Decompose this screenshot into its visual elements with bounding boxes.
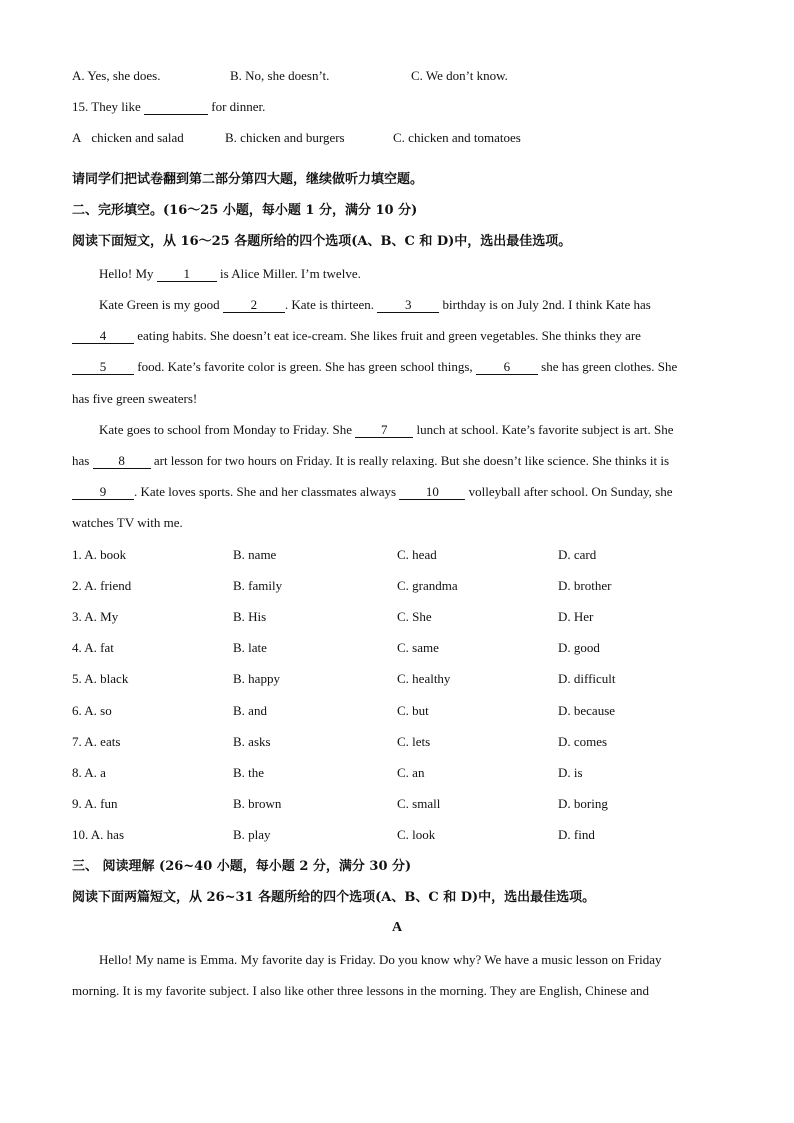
passage-a-label: A bbox=[391, 920, 403, 935]
option-q3-a: 3. A. My bbox=[72, 609, 119, 625]
reading-line-2: morning. It is my favorite subject. I also like other three lessons in the morning. They are English, Chinese and bbox=[72, 983, 650, 998]
q15-option-b: B. chicken and burgers bbox=[225, 130, 345, 145]
passage-line-3: 4 eating habits. She doesn’t eat ice-cream. She likes fruit and green vegetables. She thinks they are bbox=[72, 327, 641, 345]
q14-options bbox=[72, 67, 160, 85]
passage-line-5: has five green sweaters! bbox=[72, 391, 198, 406]
option-q1-b: B. name bbox=[233, 547, 277, 562]
option-q10-d: D. find bbox=[558, 826, 595, 842]
passage-line-1: Hello! My 1 is Alice Miller. I’m twelve. bbox=[99, 266, 361, 281]
option-q4-b: B. late bbox=[233, 640, 267, 656]
passage-line-9: watches TV with me. bbox=[72, 515, 183, 530]
option-q9-b: B. brown bbox=[233, 795, 282, 811]
blank-7: 7 bbox=[355, 423, 413, 438]
passage-line-8: 9 . Kate loves sports. She and her classmates always 10 volleyball after school. On Sunday, she bbox=[72, 483, 672, 501]
passage-line-2: Kate Green is my good 2 . Kate is thirteen. 3 birthday is on July 2nd. I think Kate has bbox=[99, 297, 651, 312]
turn-page-instruction: 请同学们把试卷翻到第二部分第四大题，继续做听力填空题。 bbox=[72, 172, 424, 187]
blank-5: 5 bbox=[72, 360, 134, 375]
option-q9-a: 9. A. fun bbox=[72, 795, 118, 811]
q14-option-a: A. Yes, she does. bbox=[72, 68, 161, 83]
option-q4-d: D. good bbox=[558, 640, 600, 656]
option-q8-d: D. is bbox=[558, 764, 583, 780]
option-q2-b: B. family bbox=[233, 578, 283, 594]
q14-option-c: C. We don’t know. bbox=[411, 68, 508, 83]
option-q4-a: 4. A. fat bbox=[72, 640, 114, 656]
option-q9-d: D. boring bbox=[558, 795, 608, 811]
option-q3-d: D. Her bbox=[558, 609, 594, 625]
blank-4: 4 bbox=[72, 329, 134, 344]
blank-3: 3 bbox=[377, 298, 439, 313]
blank-9: 9 bbox=[72, 485, 134, 500]
option-q1-c: C. head bbox=[397, 547, 437, 562]
q15-blank bbox=[144, 100, 208, 115]
option-q6-b: B. and bbox=[233, 702, 267, 718]
option-q2-a: 2. A. friend bbox=[72, 578, 132, 594]
option-q1-a: 1. A. book bbox=[72, 547, 127, 562]
option-q7-c: C. lets bbox=[397, 733, 431, 749]
q15-stem: 15. They like for dinner. bbox=[72, 99, 266, 114]
q15-option-c: C. chicken and tomatoes bbox=[393, 130, 521, 145]
q15-option-a: A chicken and salad bbox=[72, 130, 184, 145]
option-q2-d: D. brother bbox=[558, 578, 612, 594]
option-q5-d: D. difficult bbox=[558, 671, 616, 687]
option-q8-c: C. an bbox=[397, 764, 425, 780]
blank-2: 2 bbox=[223, 298, 285, 313]
section3-directions: 阅读下面两篇短文，从 26~31 各题所给的四个选项(A、B、C 和 D)中，选出最佳选项。 bbox=[72, 890, 596, 905]
passage-line-4: 5 food. Kate’s favorite color is green. She has green school things, 6 she has green clothes. She bbox=[72, 358, 677, 376]
option-q7-a: 7. A. eats bbox=[72, 733, 121, 749]
option-q5-b: B. happy bbox=[233, 671, 280, 687]
option-q7-d: D. comes bbox=[558, 733, 608, 749]
reading-line-1: Hello! My name is Emma. My favorite day is Friday. Do you know why? We have a music lesson on Friday bbox=[99, 952, 662, 967]
option-q10-a: 10. A. has bbox=[72, 826, 124, 842]
section2-directions: 阅读下面短文，从 16～25 各题所给的四个选项(A、B、C 和 D)中，选出最佳选项。 bbox=[72, 234, 572, 249]
passage-line-6: Kate goes to school from Monday to Friday. She 7 lunch at school. Kate’s favorite subject is art. She bbox=[99, 422, 674, 437]
option-q6-c: C. but bbox=[397, 702, 429, 718]
option-q2-c: C. grandma bbox=[397, 578, 458, 594]
blank-8: 8 bbox=[93, 454, 151, 469]
section2-title: 二、完形填空。(16～25 小题，每小题 1 分，满分 10 分) bbox=[72, 203, 418, 218]
section3-title: 三、 阅读理解 (26~40 小题，每小题 2 分，满分 30 分) bbox=[72, 859, 412, 874]
option-q10-c: C. look bbox=[397, 826, 436, 842]
blank-10: 10 bbox=[399, 485, 465, 500]
option-q5-a: 5. A. black bbox=[72, 671, 129, 687]
blank-1: 1 bbox=[157, 267, 217, 282]
option-q7-b: B. asks bbox=[233, 733, 271, 749]
option-q8-b: B. the bbox=[233, 764, 265, 780]
option-q3-c: C. She bbox=[397, 609, 432, 625]
option-q6-d: D. because bbox=[558, 702, 616, 718]
option-q9-c: C. small bbox=[397, 795, 441, 811]
option-q4-c: C. same bbox=[397, 640, 439, 656]
option-q10-b: B. play bbox=[233, 826, 271, 842]
option-q5-c: C. healthy bbox=[397, 671, 451, 687]
option-q1-d: D. card bbox=[558, 547, 597, 562]
option-q3-b: B. His bbox=[233, 609, 267, 625]
option-q8-a: 8. A. a bbox=[72, 764, 106, 780]
q14-option-b: B. No, she doesn’t. bbox=[230, 68, 330, 83]
option-q6-a: 6. A. so bbox=[72, 702, 112, 718]
passage-line-7: has 8 art lesson for two hours on Friday. It is really relaxing. But she doesn’t like science. She thinks it is bbox=[72, 453, 670, 468]
blank-6: 6 bbox=[476, 360, 538, 375]
